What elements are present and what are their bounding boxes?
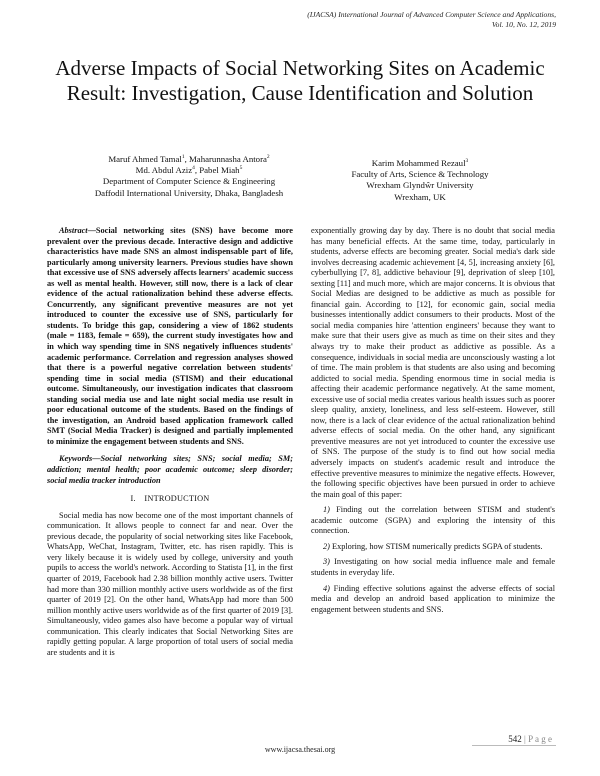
objective-item <box>311 557 555 578</box>
author-name: Md. Abdul Aziz <box>135 165 193 176</box>
author-department: Department of Computer Science & Engineering <box>102 176 276 187</box>
journal-name: (IJACSA) International Journal of Advanced Computer Science and Applications, <box>307 10 556 19</box>
page-number <box>508 734 552 744</box>
author-sup: 2 <box>266 154 270 161</box>
author-block-left <box>84 154 294 199</box>
objective-text: Investigating on how social media influence male and female students in everyday life. <box>311 557 555 577</box>
author-sup: 1 <box>181 154 185 161</box>
author-name: Maruf Ahmed Tamal <box>108 154 182 164</box>
left-column <box>47 226 293 658</box>
page-number-separator: | <box>521 734 529 744</box>
author-sup: 5 <box>239 165 243 172</box>
objective-number: 3) <box>323 557 330 567</box>
objective-item <box>311 542 555 553</box>
author-name: , Pabel Miah <box>194 165 240 176</box>
author-university: Daffodil International University, Dhaka, Bangladesh <box>94 187 284 198</box>
objective-number: 4) <box>323 583 330 593</box>
page-number-value: 542 <box>508 734 522 744</box>
author-university: Wrexham Glyndŵr University <box>366 180 474 191</box>
author-block-right <box>320 158 520 203</box>
section-heading-introduction: I. INTRODUCTION <box>130 494 210 504</box>
author-city: Wrexham, UK <box>394 191 446 202</box>
objective-text: Finding out the correlation between STISM and student's academic outcome (SGPA) and exploring the intensity of this connection. <box>311 505 555 536</box>
objective-item <box>311 505 555 537</box>
objective-number: 2) <box>323 541 330 551</box>
author-line-1 <box>84 154 294 165</box>
abstract <box>47 226 293 447</box>
author-faculty: Faculty of Arts, Science & Technology <box>351 169 489 180</box>
journal-volume: Vol. 10, No. 12, 2019 <box>491 20 556 29</box>
intro-paragraph-continued: exponentially growing day by day. There is no doubt that social media has many beneficial effects. At the same time, today, particularly in students, adverse effects are becoming greater. Social media's dark side involves decreasing academic achievement [4, 5], increasing anxiety [6], cyberbullying [7, 8], addictive behaviour [9], deprivation of sleep [10], sexting [11] and much more, which are major concerns. It is obvious that Social Medias are designed to be addictive as much as possible for financial gain. According to [12], for economic gain, social media businesses intentionally addict consumers to their products. Most of the social media companies hire 'attention engineers' because they want to make sure that their users give as much as time on their sites and they always try to make their product as addictive as possible. As a consequence, individuals in social media are unconsciously wasting a lot of time. The main problem is that students are also using and becoming addicted to social media. Spending enormous time in social media is affecting their academic performance negatively. At the same moment, excessive use of social media creates various health issues such as poorer sleep quality, anxiety, loneliness, and less self-esteem. However, still now, there is a lack of clear evidence of the actual rationalization behind adverse effects of social media. On the other hand, any significant preventive measures are not yet introduced to counter the excessive use of SNS. The purpose of the study is to find out how social media adversely impacts on student's academic result and introduce the effective preventive measures to minimize the negative effects. However, the following specific objectives have been pursued in order to achieve the main goal of this paper: <box>311 226 555 499</box>
objective-number: 1) <box>323 505 330 515</box>
objective-text: Exploring, how STISM numerically predicts SGPA of students. <box>332 541 543 551</box>
author-sup: 3 <box>465 158 469 165</box>
paper-title: Adverse Impacts of Social Networking Sites on Academic Result: Investigation, Cause Identification and Solution <box>55 56 545 105</box>
keywords: Keywords—Social networking sites; SNS; social media; SM; addiction; mental health; poor academic outcome; sleep disorder; social media tracker introduction <box>47 454 293 485</box>
objective-text: Finding effective solutions against the adverse effects of social media and develop an android based application to minimize the engagement between students and SNS. <box>311 583 555 614</box>
author-sup: 4 <box>192 165 195 172</box>
running-head <box>307 10 556 30</box>
page-word: P a g e <box>528 734 552 744</box>
intro-paragraph: Social media has now become one of the most important channels of communication. It allows people to connect far and near. Over the previous decade, the popularity of social networking sites like Facebook, WhatsApp, WeChat, Instagram, Twitter, etc. has risen rapidly. This is very likely because it is widely used by college, university and youth pupils to access the world's network. According to Statista [1], in the first quarter of 2019, Facebook had 2.38 billion monthly active users. Twitter had more than 330 million monthly active users worldwide as of the first quarter of 2019 [2]. On the other hand, WhatsApp had more than 500 million monthly active users worldwide as of the first quarter of 2019 [3]. Simultaneously, video games also have become a popular way of virtual communication. This clearly indicates that Social Networking Sites are rapidly getting popular. A large proportion of total users of social media are students and it is <box>47 510 293 657</box>
author-name: , Maharunnasha Antora <box>184 154 267 164</box>
objective-item <box>311 584 555 616</box>
author-name: Karim Mohammed Rezaul <box>371 158 466 168</box>
right-column <box>311 226 555 615</box>
author-line-2 <box>84 165 294 176</box>
abstract-lead: Abstract <box>59 226 88 235</box>
footer-url: www.ijacsa.thesai.org <box>264 745 336 754</box>
author-line <box>320 158 520 169</box>
abstract-text: —Social networking sites (SNS) have become more prevalent over the previous decade. Interactive design and addictive characteristics have made SNS an almost indispensable part of life, particularly among university learners. Previous studies have shown that excessive use of SNS adversely affects learners' academic success as well as mental health. However, still now, there is a lack of clear evidence of the actual rationalization behind these adverse effects. Concurrently, any significant preventive measures are not yet introduced to counter the excessive use of SNS, particularly for students. To bridge this gap, considering a view of 1862 students (male = 1183, female = 659), the current study investigates how and in which way spending time in SNS negatively influences students' academic performance. Correlation and regression analyses showed that there is a powerful negative correlation between students' spending time in social media (STISM) and their educational outcome. Simultaneously, our investigation indicates that classroom standing social media use and late night social media use result in poor educational outcome of the students. Based on the findings of the investigation, an Android based application framework called SMT (Social Media Tracker) is designed and partially implemented to minimize the engagement between students and SNS. <box>47 226 293 446</box>
